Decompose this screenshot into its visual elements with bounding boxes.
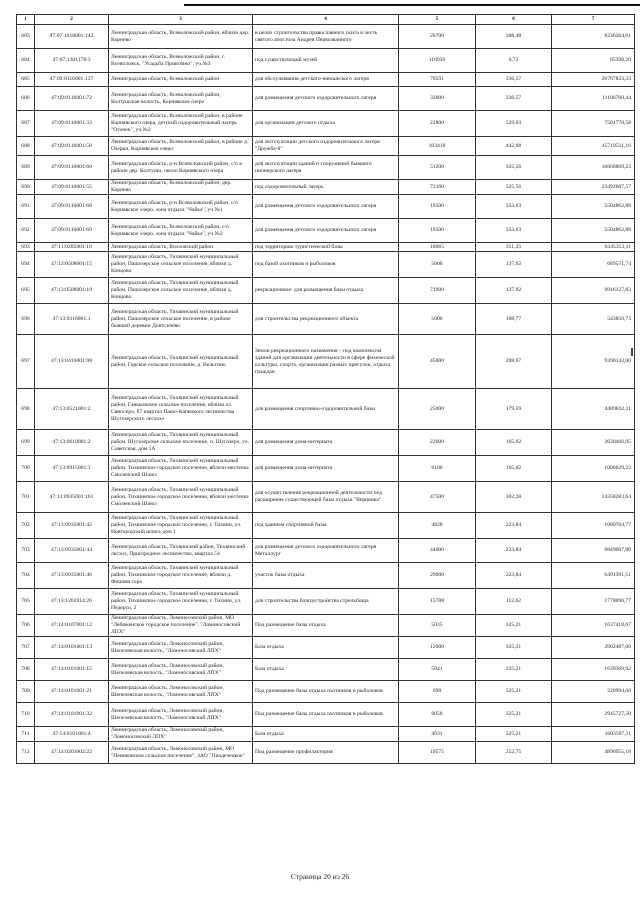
cell-area: 45000 (399, 335, 476, 389)
cell-code: 47:14:0101001:15 (35, 659, 109, 681)
table-row (17, 430, 635, 456)
cell-n: 705 (17, 589, 35, 615)
cell-n: 699 (17, 430, 35, 456)
cell-area: 72160 (399, 180, 476, 195)
cell-addr: Ленинградская область, Ломоносовский район, Шепелевская волость, "Ломоносовский ЛПХ" (109, 681, 253, 703)
cell-addr: Ленинградская область, Всеволожский район, г. Всеволожск, "Усадьба Приютино", уч.№3 (109, 49, 253, 73)
cell-value: 1778096,77 (552, 589, 635, 615)
cell-n: 691 (17, 195, 35, 219)
header-row (17, 15, 635, 25)
cell-area: 16500 (399, 195, 476, 219)
cell-value: 8236364,61 (552, 25, 635, 49)
cell-code: 47:13:0935001:46 (35, 563, 109, 589)
cell-code: 47:13:0116001:1 (35, 304, 109, 335)
cell-addr: Ленинградская область, Ломоносовский район, Шепелевская волость, "Ломоносовский ЛПХ" (109, 637, 253, 659)
cell-use: для размещения спортивно-оздоровительной базы (253, 389, 399, 430)
col-header-2: 2 (35, 15, 109, 25)
cell-n: 702 (17, 513, 35, 539)
cell-area: 16500 (399, 219, 476, 243)
cell-n: 707 (17, 637, 35, 659)
cell-n: 683 (17, 25, 35, 49)
table-row (17, 659, 635, 681)
cell-value: 16668869,23 (552, 156, 635, 180)
table-row (17, 111, 635, 137)
col-header-3: 3 (109, 15, 253, 25)
cell-area: 5035 (399, 615, 476, 637)
table-row (17, 637, 635, 659)
cell-area: 29000 (399, 563, 476, 589)
cell-value: 1603597,11 (552, 727, 635, 742)
cell-code: 47:14:0203002:22 (35, 742, 109, 764)
table-row (17, 49, 635, 73)
cell-area: 79591 (399, 73, 476, 87)
cell-use: для эксплуатации детского оздоровительного лагеря "Дружба-8" (253, 137, 399, 156)
table-row (17, 539, 635, 563)
cell-rate: 108,77 (476, 304, 552, 335)
table-row (17, 243, 635, 252)
table-row (17, 703, 635, 727)
cell-rate: 137,92 (476, 278, 552, 304)
cell-rate: 325,21 (476, 659, 552, 681)
cell-use: для размещения детского оздоровительного лагеря (253, 87, 399, 111)
cell-rate: 165,02 (476, 456, 552, 482)
table-row (17, 73, 635, 87)
cell-value: 1637418,67 (552, 615, 635, 637)
col-header-6: 6 (476, 15, 552, 25)
cell-addr: Ленинградская область, Тихвинский муниципальный район, Тихвинское городское поселение, г. Тихвин, ул. Педерсо, 2 (109, 589, 253, 615)
table-row (17, 137, 635, 156)
cell-use: для размещения дома-интерната (253, 456, 399, 482)
table-row (17, 304, 635, 335)
cell-rate: 179,59 (476, 389, 552, 430)
cell-addr: Ленинградская область, Тихвинский район, Тихвинский лесхоз, Пригородное лесничество, квартал 54 (109, 539, 253, 563)
cell-n: 690 (17, 180, 35, 195)
cell-addr: Ленинградская область, Всеволожский район, в районе д. Озерки, Корнявское озеро (109, 137, 253, 156)
cell-area: 12000 (399, 637, 476, 659)
cell-code: 47:13:0935001:161 (35, 482, 109, 513)
cell-value: 4489832,11 (552, 389, 635, 430)
cell-area: 15788 (399, 589, 476, 615)
cell-code: 47:13:0416001:98 (35, 335, 109, 389)
cell-use: База отдыха (253, 659, 399, 681)
table-row (17, 389, 635, 430)
table-row (17, 513, 635, 539)
cell-code: 47:13:0508001:15 (35, 252, 109, 278)
cell-value: 1080704,77 (552, 513, 635, 539)
cell-code: 47:09:0116001:58 (35, 137, 109, 156)
cell-addr: Ленинградская область, р-н Всеволожский район, с/о Корнявское озеро, зона отдыха "Чайка", уч.№1 (109, 195, 253, 219)
cell-code: 47:09:0116001:68 (35, 195, 109, 219)
cell-code: 47:07:1301178:3 (35, 49, 109, 73)
col-header-7: 7 (552, 15, 635, 25)
cell-value: 1639369,92 (552, 659, 635, 681)
cell-addr: Ленинградская область, Всеволожский район, Колтушская волость, Корнявское озеро (109, 87, 253, 111)
cell-value: 9849007,80 (552, 539, 635, 563)
cell-use: База отдыха (253, 727, 399, 742)
cell-rate: 325,21 (476, 703, 552, 727)
cell-n: 687 (17, 111, 35, 137)
cell-n: 708 (17, 659, 35, 681)
table-row (17, 278, 635, 304)
table-row (17, 335, 635, 389)
cell-area: 4931 (399, 727, 476, 742)
cell-code: 47:14:0101001:21 (35, 681, 109, 703)
cell-use: Под размещение базы отдыха (253, 615, 399, 637)
cell-use: под базой охотников и рыболовов (253, 252, 399, 278)
cell-use: для размещения детского оздоровительного лагеря (253, 219, 399, 243)
cell-area: 51200 (399, 156, 476, 180)
cell-n: 694 (17, 252, 35, 278)
cell-rate: 0,72 (476, 49, 552, 73)
cell-value: 5504862,88 (552, 195, 635, 219)
table-row (17, 615, 635, 637)
cell-use: Под размещение базы отдыха охотников и рыболовов (253, 703, 399, 727)
cell-value: 23492687,57 (552, 180, 635, 195)
cell-rate: 351,25 (476, 243, 552, 252)
cell-rate: 333,63 (476, 195, 552, 219)
cell-n: 698 (17, 389, 35, 430)
cell-use: под территорию туристической базы (253, 243, 399, 252)
land-parcel-table (16, 14, 635, 764)
cell-addr: Ленинградская область, Ломоносовский район, Шепелевская волость, "Ломоносовский ЛПХ" (109, 703, 253, 727)
table-row (17, 252, 635, 278)
cell-area: 5041 (399, 659, 476, 681)
cell-n: 689 (17, 156, 35, 180)
cell-addr: Ленинградская область, Всеволожский район, вблизи дер. Корнево (109, 25, 253, 49)
cell-code: 47:13:0508001:19 (35, 278, 109, 304)
cell-addr: Ленинградская область, Волховский район (109, 243, 253, 252)
cell-rate: 208,67 (476, 335, 552, 389)
cell-addr: Ленинградская область, Ломоносовский район, Шепелевская волость, "Ломоносовский ЛПХ" (109, 659, 253, 681)
cell-area: 22800 (399, 111, 476, 137)
cell-value: 2945727,50 (552, 703, 635, 727)
cell-rate: 336,57 (476, 73, 552, 87)
cell-n: 692 (17, 219, 35, 243)
cell-value: 3630466,05 (552, 430, 635, 456)
cell-use: Под размещение базы отдыха охотников и рыболовов (253, 681, 399, 703)
table-row (17, 156, 635, 180)
cell-use: для строительства благоустройства стрельбища (253, 589, 399, 615)
cell-value: 4896955,18 (552, 742, 635, 764)
cell-code: 47:13:0935001:44 (35, 539, 109, 563)
cell-value: 6491391,51 (552, 563, 635, 589)
cell-addr: Ленинградская область, Тихвинский муниципальный район, Тихвинское городское поселение, вблизи местечка Смоленский Шлюз (109, 456, 253, 482)
cell-n: 709 (17, 681, 35, 703)
cell-rate: 329,03 (476, 111, 552, 137)
cell-rate: 442,08 (476, 137, 552, 156)
cell-rate: 325,21 (476, 681, 552, 703)
cell-use: под зданием спортивной базы (253, 513, 399, 539)
cell-rate: 302,28 (476, 482, 552, 513)
cell-code: 47:14:0107001:12 (35, 615, 109, 637)
table-row (17, 87, 635, 111)
cell-code: 47:11:0205001:16 (35, 243, 109, 252)
table-row (17, 456, 635, 482)
cell-area: 6100 (399, 456, 476, 482)
cell-addr: Ленинградская область, Тихвинский муниципальный район, Шугозерское сельское поселение, п. Шугозеро, ул. Советская, дом 1А (109, 430, 253, 456)
cell-addr: Ленинградская область, Тихвинский муниципальный район, Пашозерское сельское поселение, в районе бывшей деревни Донтсенёво (109, 304, 253, 335)
cell-code: 47:14:0101001:4 (35, 727, 109, 742)
cell-value: 26787823,33 (552, 73, 635, 87)
cell-value: 9390143,00 (552, 335, 635, 389)
cell-code: 47:13:1202014:26 (35, 589, 109, 615)
page-footer: Страница 20 из 26 (290, 872, 350, 881)
cell-addr: Ленинградская область, Тихвинский муниципальный район, Тихвинское городское поселение, вблизи местечка Смоленский Шлюз (109, 482, 253, 513)
cell-code: 47:09:0116001:60 (35, 156, 109, 180)
cell-use: для строительства рекреационного объекта (253, 304, 399, 335)
cell-use: Под размещение профилактория (253, 742, 399, 764)
cell-n: 693 (17, 243, 35, 252)
cell-code: 47:09:0116001:69 (35, 219, 109, 243)
table-row (17, 482, 635, 513)
cell-code: 47:14:0101001:13 (35, 637, 109, 659)
cell-rate: 223,84 (476, 563, 552, 589)
cell-addr: Ленинградская область, Всеволожский район (109, 73, 253, 87)
cell-area: 25000 (399, 389, 476, 430)
cell-code: 47:09:0116001:55 (35, 180, 109, 195)
cell-area: 103418 (399, 137, 476, 156)
cell-value: 11106760,44 (552, 87, 635, 111)
cell-area: 4828 (399, 513, 476, 539)
cell-rate: 325,21 (476, 637, 552, 659)
cell-value: 7501778,58 (552, 111, 635, 137)
cell-use: для эксплуатации зданий и сооружений бывшего пионерского лагеря (253, 156, 399, 180)
cell-area: 47500 (399, 482, 476, 513)
col-header-4: 4 (253, 15, 399, 25)
table-row (17, 589, 635, 615)
cell-value: 6345313,11 (552, 243, 635, 252)
cell-code: 47:13:0915001:1 (35, 456, 109, 482)
table-row (17, 25, 635, 49)
cell-area: 33000 (399, 87, 476, 111)
cell-addr: Ленинградская область, Тихвинский муниципальный район, Тихвинское городское поселение, г. Тихвин, ул. Новгородский шлюз, дом 1 (109, 513, 253, 539)
cell-area: 9058 (399, 703, 476, 727)
cell-code: 47:13:0521001:2 (35, 389, 109, 430)
cell-addr: Ленинградская область, Всеволожский район, с/о Корнявское озеро, зона отдыха "Чайка", уч.№2 (109, 219, 253, 243)
cell-use: для организации детского отдыха (253, 111, 399, 137)
cell-area: 18065 (399, 243, 476, 252)
cell-use: в целях строительства православного скита в честь святого апостола Андрея Первозванного (253, 25, 399, 49)
col-header-1: 1 (17, 15, 35, 25)
cell-addr: Ленинградская область, Ломоносовский район, "Ломоносовский ЛПХ" (109, 727, 253, 742)
cell-use: для размещения детского оздоровительного лагеря Металлург (253, 539, 399, 563)
cell-n: 686 (17, 87, 35, 111)
cell-value: 85398,20 (552, 49, 635, 73)
cell-n: 688 (17, 137, 35, 156)
cell-value: 3902487,60 (552, 637, 635, 659)
cell-code: 47:14:0101001:32 (35, 703, 109, 727)
cell-code: 47:13:0935001:42 (35, 513, 109, 539)
cell-addr: Ленинградская область, Ломоносовский район, МО "Пениковское сельское поселение", ЗАО "Пиоделецкое" (109, 742, 253, 764)
table-row (17, 219, 635, 243)
cell-addr: Ленинградская область, Тихвинский муниципальный район, Пашозерское сельское поселение, вблизи д. Концово (109, 278, 253, 304)
cell-rate: 325,56 (476, 180, 552, 195)
cell-area: 26700 (399, 25, 476, 49)
cell-area: 118930 (399, 49, 476, 73)
cell-rate: 336,57 (476, 87, 552, 111)
cell-rate: 112,62 (476, 589, 552, 615)
cell-rate: 252,75 (476, 742, 552, 764)
cell-n: 700 (17, 456, 35, 482)
cell-value: 689571,74 (552, 252, 635, 278)
cell-n: 684 (17, 49, 35, 73)
cell-addr: Ленинградская область, Всеволожский район, дер. Корнево (109, 180, 253, 195)
cell-rate: 325,21 (476, 727, 552, 742)
cell-rate: 165,02 (476, 430, 552, 456)
table-row (17, 563, 635, 589)
cell-value: 5504862,88 (552, 219, 635, 243)
cell-rate: 308,48 (476, 25, 552, 49)
cell-n: 685 (17, 73, 35, 87)
col-header-5: 5 (399, 15, 476, 25)
cell-code: 47:09:0116001:72 (35, 87, 109, 111)
cell-n: 711 (17, 727, 35, 742)
cell-use: Земли рекреационного назначения – под комплексом зданий для организации деятельности в сфере физической культуры, спорта, организации разных пригулок, отдыха граждан (253, 335, 399, 389)
cell-rate: 325,21 (476, 615, 552, 637)
table-row (17, 681, 635, 703)
top-rule (184, 4, 640, 6)
cell-use: под оздоровительный лагерь (253, 180, 399, 195)
cell-use: рекреационное: для размещения базы отдыха (253, 278, 399, 304)
cell-use: для размещения детского оздоровительного лагеря (253, 195, 399, 219)
cell-n: 696 (17, 304, 35, 335)
cell-n: 704 (17, 563, 35, 589)
cell-n: 710 (17, 703, 35, 727)
cell-addr: Ленинградская область, Тихвинский муниципальный район, Горское сельское поселение, д. Вельгино (109, 335, 253, 389)
cell-code: 47:09:0116001:33 (35, 111, 109, 137)
cell-value: 543856,73 (552, 304, 635, 335)
cell-addr: Ленинградская область, Ломоносовский район, МО "Лебяженское городское поселение", "Ломоносовский ЛПХ" (109, 615, 253, 637)
cell-n: 695 (17, 278, 35, 304)
cell-value: 1006629,22 (552, 456, 635, 482)
cell-n: 701 (17, 482, 35, 513)
cell-addr: Ленинградская область, Всеволожский район, в районе Корнявского озера, детский оздоровительный лагерь "Огонек", уч.№2 (109, 111, 253, 137)
cell-n: 703 (17, 539, 35, 563)
table-row (17, 180, 635, 195)
cell-rate: 137,92 (476, 252, 552, 278)
cell-n: 697 (17, 335, 35, 389)
cell-value: 45719511,16 (552, 137, 635, 156)
table-row (17, 727, 635, 742)
cell-area: 44000 (399, 539, 476, 563)
cell-area: 19575 (399, 742, 476, 764)
cell-addr: Ленинградская область, Тихвинский муниципальный район, Пашозерское сельское поселение, вблизи д. Концово (109, 252, 253, 278)
cell-use: для размещения дома-интерната (253, 430, 399, 456)
cell-addr: Ленинградская область, Тихвинский муниципальный район, Тихвинское городское поселение, вблизи д. Фишева гора (109, 563, 253, 589)
cell-value: 226994,68 (552, 681, 635, 703)
cell-rate: 325,56 (476, 156, 552, 180)
cell-addr: Ленинградская область, Тихвинский муниципальный район, Ганьковское сельское поселение, вблизи оз. Сяносеро, 87 квартал Пашо-Капецкого лесничества Шугозерского лесхоза (109, 389, 253, 430)
cell-code: 47:13:0610001:2 (35, 430, 109, 456)
table-row (17, 742, 635, 764)
cell-n: 706 (17, 615, 35, 637)
cell-area: 5000 (399, 304, 476, 335)
cell-area: 22000 (399, 430, 476, 456)
cell-value: 9916127,83 (552, 278, 635, 304)
cell-rate: 223,84 (476, 539, 552, 563)
cell-rate: 333,63 (476, 219, 552, 243)
cell-area: 5000 (399, 252, 476, 278)
cell-n: 712 (17, 742, 35, 764)
cell-area: 698 (399, 681, 476, 703)
cell-use: участок базы отдыха (253, 563, 399, 589)
cell-value: 14358283,64 (552, 482, 635, 513)
cell-use: под существующий музей (253, 49, 399, 73)
cell-code: 47:09:0116001:137 (35, 73, 109, 87)
cell-use: для осуществления рекреационной деятельности под расширение существующей базы отдыха "Верпянка" (253, 482, 399, 513)
cell-code: 47:07:1018001:142 (35, 25, 109, 49)
cell-area: 71900 (399, 278, 476, 304)
table-row (17, 195, 635, 219)
cell-rate: 223,84 (476, 513, 552, 539)
cell-use: для обслуживания детского-юношеского лагеря (253, 73, 399, 87)
table-body (17, 25, 635, 764)
cell-use: База отдыха (253, 637, 399, 659)
cell-addr: Ленинградская область, р-н Всеволожский район, с/о в районе дер. Колтуши, около Корнявского озера (109, 156, 253, 180)
